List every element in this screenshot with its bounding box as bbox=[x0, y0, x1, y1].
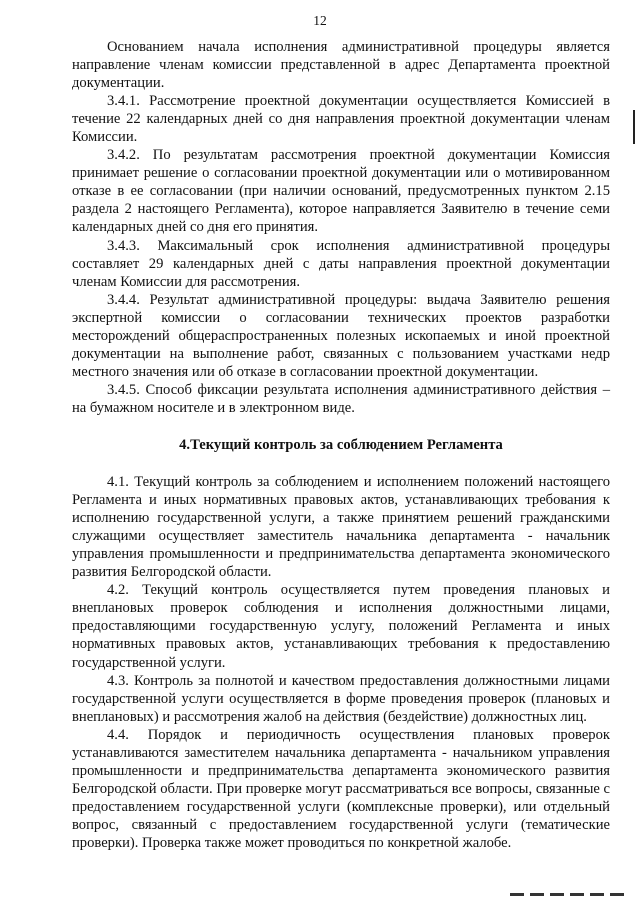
paragraph-4-4: 4.4. Порядок и периодичность осуществления плановых проверок устанавливаются заместителем начальника департамента - начальником управления промышленности и предпринимательства департамента экономического развития Белгородской области. При проверке могут рассматриваться все вопросы, связанные с предоставлением государственной услуги (комплексные проверки), или отдельный вопрос, связанный с предоставлением государственной услуги (тематические проверки). Проверка также может проводиться по конкретной жалобе. bbox=[72, 726, 610, 851]
paragraph-4-2: 4.2. Текущий контроль осуществляется путем проведения плановых и внеплановых проверок соблюдения и исполнения должностными лицами, предоставляющими государственную услугу, положений Регламента и иных нормативных правовых актов, устанавливающих требования к предоставлению государственной услуги. bbox=[72, 582, 610, 671]
margin-mark bbox=[633, 110, 635, 144]
scan-edge-mark bbox=[510, 893, 630, 896]
document-body bbox=[72, 38, 610, 852]
paragraph-procedure-basis: Основанием начала исполнения административной процедуры является направление членам комиссии представленной в адрес Департамента проектной документации. bbox=[72, 39, 610, 92]
paragraph-3-4-4: 3.4.4. Результат административной процедуры: выдача Заявителю решения экспертной комиссии о согласовании технических проектов разработки месторождений общераспространенных полезных ископаемых и иной проектной документации на выполнение работ, связанных с пользованием участками недр местного значения или об отказе в согласовании проектной документации. bbox=[72, 291, 610, 380]
paragraph-4-1: 4.1. Текущий контроль за соблюдением и исполнением положений настоящего Регламента и иных нормативных правовых актов, устанавливающих требования к исполнению государственной услуги, а также принятием решений гражданскими служащими осуществляет заместитель начальника департамента - начальник управления промышленности и предпринимательства департамента экономического развития Белгородской области. bbox=[72, 474, 610, 581]
section-heading: 4.Текущий контроль за соблюдением Регламента bbox=[179, 436, 503, 453]
paragraph-3-4-5: 3.4.5. Способ фиксации результата исполнения административного действия – на бумажном носителе и в электронном виде. bbox=[72, 381, 610, 416]
paragraph-4-3: 4.3. Контроль за полнотой и качеством предоставления должностными лицами государственной услуги осуществляется в форме проведения проверок (плановых и внеплановых) и рассмотрения жалоб на действия (бездействие) должностных лиц. bbox=[72, 672, 610, 725]
paragraph-3-4-3: 3.4.3. Максимальный срок исполнения административной процедуры составляет 29 календарных дней с даты направления проектной документации членам Комиссии для рассмотрения. bbox=[72, 237, 610, 290]
paragraph-3-4-1: 3.4.1. Рассмотрение проектной документации осуществляется Комиссией в течение 22 календарных дней со дня направления проектной документации членам Комиссии. bbox=[72, 93, 610, 146]
page-number: 12 bbox=[313, 13, 327, 28]
paragraph-3-4-2: 3.4.2. По результатам рассмотрения проектной документации Комиссия принимает решение о согласовании проектной документации или о мотивированном отказе в ее согласовании (при наличии оснований, предусмотренных пунктом 2.15 раздела 2 настоящего Регламента), которое направляется Заявителю в течение семи календарных дней со дня его принятия. bbox=[72, 147, 610, 236]
